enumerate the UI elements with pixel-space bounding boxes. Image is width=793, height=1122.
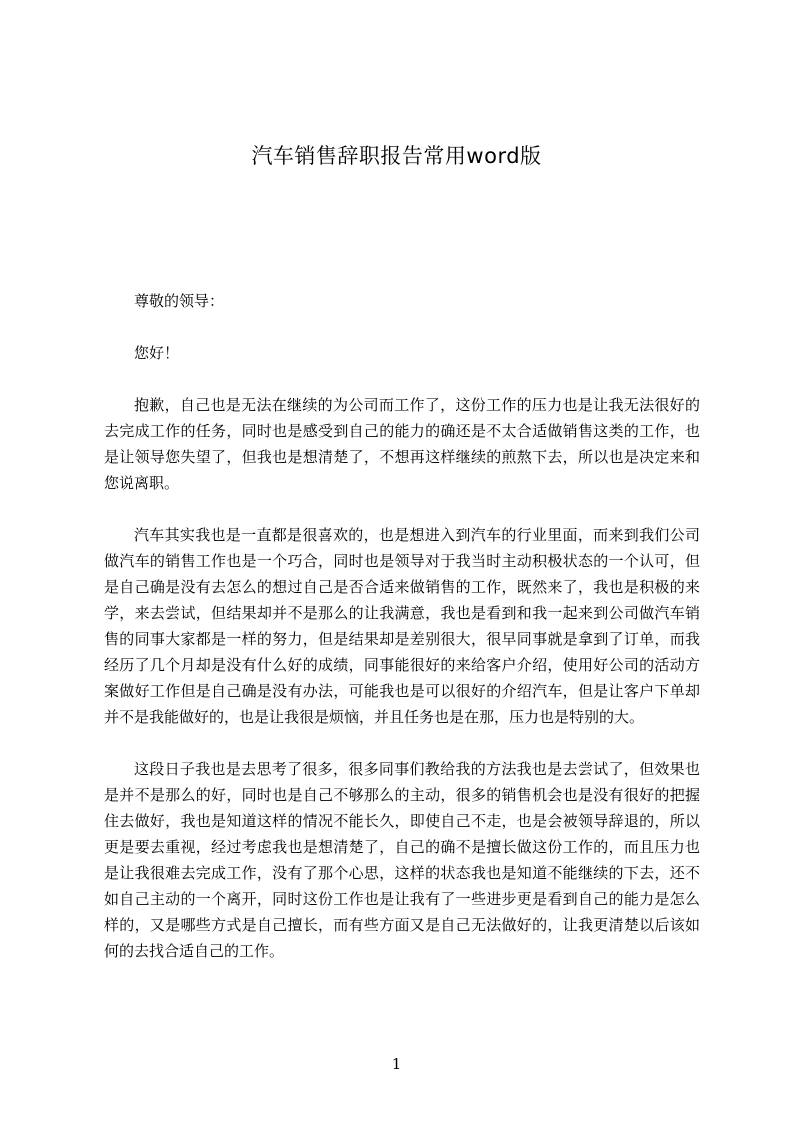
paragraph-apology: 抱歉，自己也是无法在继续的为公司而工作了，这份工作的压力也是让我无法很好的去完成工作的任务，同时也是感受到自己的能力的确还是不太合适做销售这类的工作，也是让领导您失望了，但我也是想清楚了，不想再这样继续的煎熬下去，所以也是决定来和您说离职。 <box>104 396 700 492</box>
salutation: 尊敬的领导： <box>134 292 225 310</box>
page-number: 1 <box>391 1055 402 1073</box>
paragraph-reflection: 这段日子我也是去思考了很多，很多同事们教给我的方法我也是去尝试了，但效果也是并不是那么的好，同时也是自己不够那么的主动，很多的销售机会也是没有很好的把握住去做好，我也是知道这样的情况不能长久，即使自己不走，也是会被领导辞退的，所以更是要去重视，经过考虑我也是想清楚了，自己的确不是擅长做这份工作的，而且压力也是让我很难去完成工作，没有了那个心思，这样的状态我也是知道不能继续的下去，还不如自己主动的一个离开，同时这份工作也是让我有了一些进步更是看到自己的能力是怎么样的，又是哪些方式是自己擅长，而有些方面又是自己无法做好的，让我更清楚以后该如何的去找合适自己的工作。 <box>104 760 700 960</box>
paragraph-background: 汽车其实我也是一直都是很喜欢的，也是想进入到汽车的行业里面，而来到我们公司做汽车的销售工作也是一个巧合，同时也是领导对于我当时主动积极状态的一个认可，但是自己确是没有去怎么的想过自己是否合适来做销售的工作，既然来了，我也是积极的来学，来去尝试，但结果却并不是那么的让我满意，我也是看到和我一起来到公司做汽车销售的同事大家都是一样的努力，但是结果却是差别很大，很早同事就是拿到了订单，而我经历了几个月却是没有什么好的成绩，同事能很好的来给客户介绍，使用好公司的活动方案做好工作但是自己确是没有办法，可能我也是可以很好的介绍汽车，但是让客户下单却并不是我能做好的，也是让我很是烦恼，并且任务也是在那，压力也是特别的大。 <box>104 526 700 726</box>
greeting: 您好！ <box>134 344 180 362</box>
document-body <box>104 288 700 990</box>
document-title: 汽车销售辞职报告常用word版 <box>251 144 542 168</box>
